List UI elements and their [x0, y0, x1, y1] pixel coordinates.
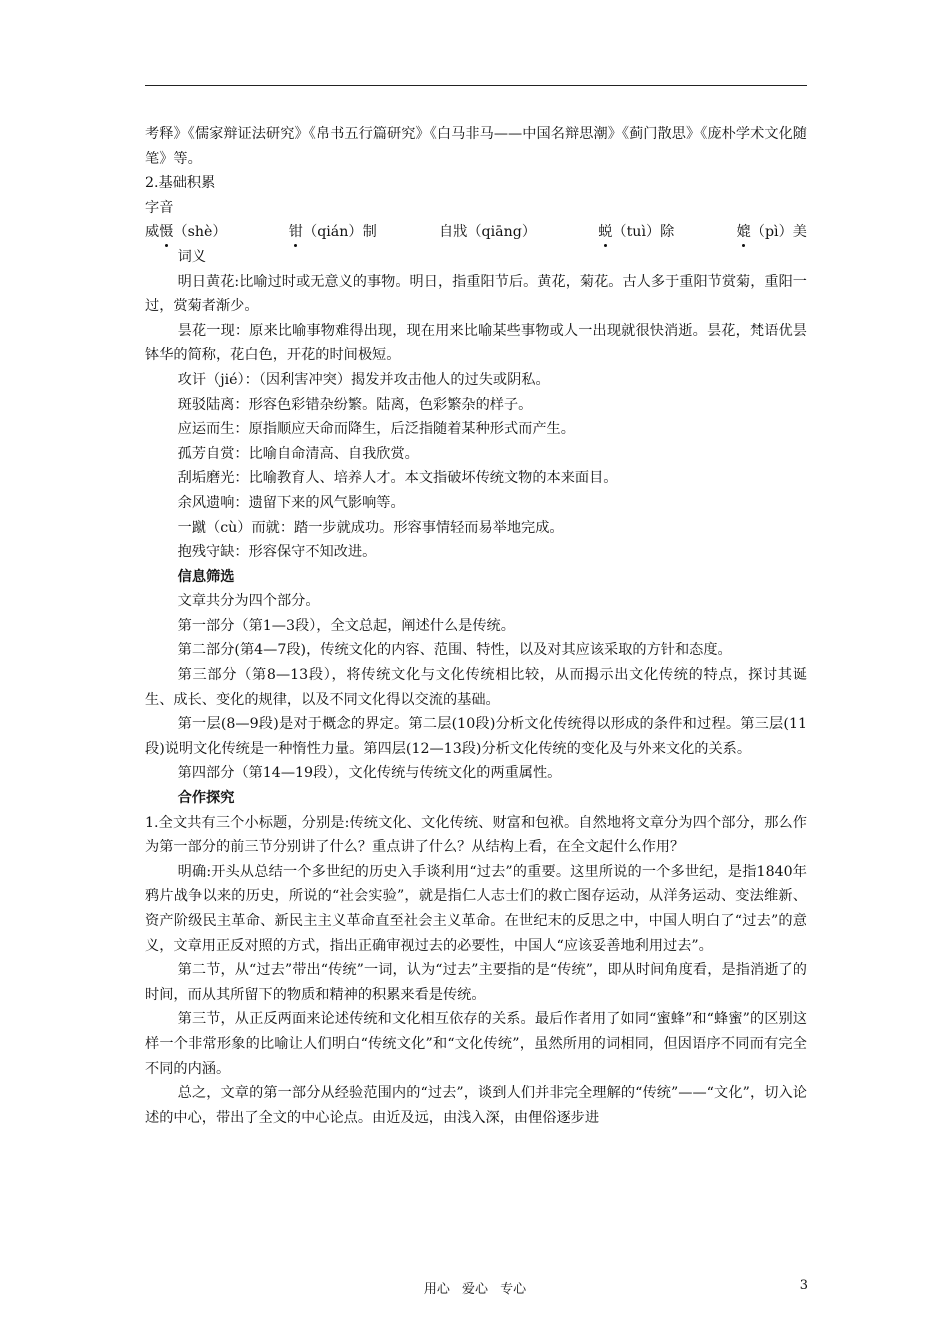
paragraph: 总之，文章的第一部分从经验范围内的“过去”，谈到人们并非完全理解的“传统”——“文化”，切入论述的中心，带出了全文的中心论点。由近及远，由浅入深，由俚俗逐步进: [145, 1085, 807, 1126]
pronunciation-row: [145, 220, 807, 245]
paragraph: 明确:开头从总结一个多世纪的历史入手谈利用“过去”的重要。这里所说的一个多世纪，是指1840年鸦片战争以来的历史，所说的“社会实验”，就是指仁人志士们的救亡图存运动，从洋务运动、变法维新、资产阶级民主革命、新民主主义革命直至社会主义革命。在世纪末的反思之中，中国人明白了“过去”的意义，文章用正反对照的方式，指出正确审视过去的必要性，中国人“应该妥善地利用过去”。: [145, 863, 807, 954]
paragraph: 文章共分为四个部分。: [177, 593, 320, 610]
definition-entry: 一蹴（cù）而就：踏一步就成功。形容事情轻而易举地完成。: [177, 519, 564, 536]
header-rule: [145, 85, 807, 86]
paragraph: 第一部分（第1—3段），全文总起，阐述什么是传统。: [177, 617, 515, 634]
definition-entry: 斑驳陆离：形容色彩错杂纷繁。陆离，色彩繁杂的样子。: [177, 396, 533, 413]
paragraph: 第三部分（第8—13段），将传统文化与文化传统相比较，从而揭示出文化传统的特点，探讨其诞生、成长、变化的规律，以及不同文化得以交流的基础。: [145, 667, 807, 708]
section-heading: 信息筛选: [177, 568, 235, 585]
paragraph: 第三节，从正反两面来论述传统和文化相互依存的关系。最后作者用了如同“蜜蜂”和“蜂蜜”的区别这样一个非常形象的比喻让人们明白“传统文化”和“文化传统”，虽然所用的词相同，但因语序不同而有完全不同的内涵。: [145, 1011, 807, 1077]
pronunciation-item: 自戕（qiāng）: [438, 224, 537, 241]
definition-entry: 余风遗响：遗留下来的风气影响等。: [177, 494, 405, 511]
definition-entry: 抱残守缺：形容保守不知改进。: [177, 544, 377, 561]
paragraph: 第四部分（第14—19段），文化传统与传统文化的两重属性。: [177, 765, 562, 782]
definition-entry: 孤芳自赏：比喻自命清高、自我欣赏。: [177, 445, 419, 462]
pronunciation-item: 钳（qián）制: [289, 220, 377, 245]
footer-slogan: 用心 爱心 专心: [423, 1282, 527, 1297]
definition-entry: 攻讦（jié）：（因利害冲突）揭发并攻击他人的过失或阴私。: [177, 371, 550, 388]
definition-entry: 昙花一现：原来比喻事物难得出现，现在用来比喻某些事物或人一出现就很快消逝。昙花，梵语优昙钵华的简称，花白色，开花的时间极短。: [145, 322, 807, 364]
paragraph: 第一层(8—9段)是对于概念的界定。第二层(10段)分析文化传统得以形成的条件和过程。第三层(11段)说明文化传统是一种惰性力量。第四层(12—13段)分析文化传统的变化及与外来文化的关系。: [145, 716, 807, 757]
subsection-label: 词义: [177, 248, 207, 265]
paragraph: 考释》《儒家辩证法研究》《帛书五行篇研究》《白马非马——中国名辩思潮》《蓟门散思》《庞朴学术文化随笔》等。: [145, 126, 807, 167]
paragraph: 第二节，从“过去”带出“传统”一词，认为“过去”主要指的是“传统”，即从时间角度看，是指消逝了的时间，而从其所留下的物质和精神的积累来看是传统。: [145, 962, 807, 1003]
definition-entry: 刮垢磨光：比喻教育人、培养人才。本文指破坏传统文物的本来面目。: [177, 470, 618, 487]
page-number: 3: [799, 1278, 808, 1293]
question: 1.全文共有三个小标题，分别是:传统文化、文化传统、财富和包袱。自然地将文章分为四个部分，那么作为第一部分的前三节分别讲了什么？重点讲了什么？从结构上看，在全文起什么作用？: [145, 814, 807, 856]
subsection-label: 字音: [145, 199, 174, 216]
pronunciation-item: 媲（pì）美: [737, 220, 807, 245]
paragraph: 第二部分(第4—7段)，传统文化的内容、范围、特性，以及对其应该采取的方针和态度。: [177, 642, 732, 659]
pronunciation-item: 威慑（shè）: [145, 220, 227, 245]
section-heading: 合作探究: [177, 790, 235, 807]
pronunciation-item: 蜕（tuì）除: [598, 220, 674, 245]
definition-entry: 明日黄花:比喻过时或无意义的事物。明日，指重阳节后。黄花，菊花。古人多于重阳节赏菊，重阳一过，赏菊者渐少。: [145, 273, 807, 315]
document-body: [145, 122, 807, 1130]
section-heading: 2.基础积累: [145, 175, 216, 192]
definition-entry: 应运而生：原指顺应天命而降生，后泛指随着某种形式而产生。: [177, 421, 575, 438]
